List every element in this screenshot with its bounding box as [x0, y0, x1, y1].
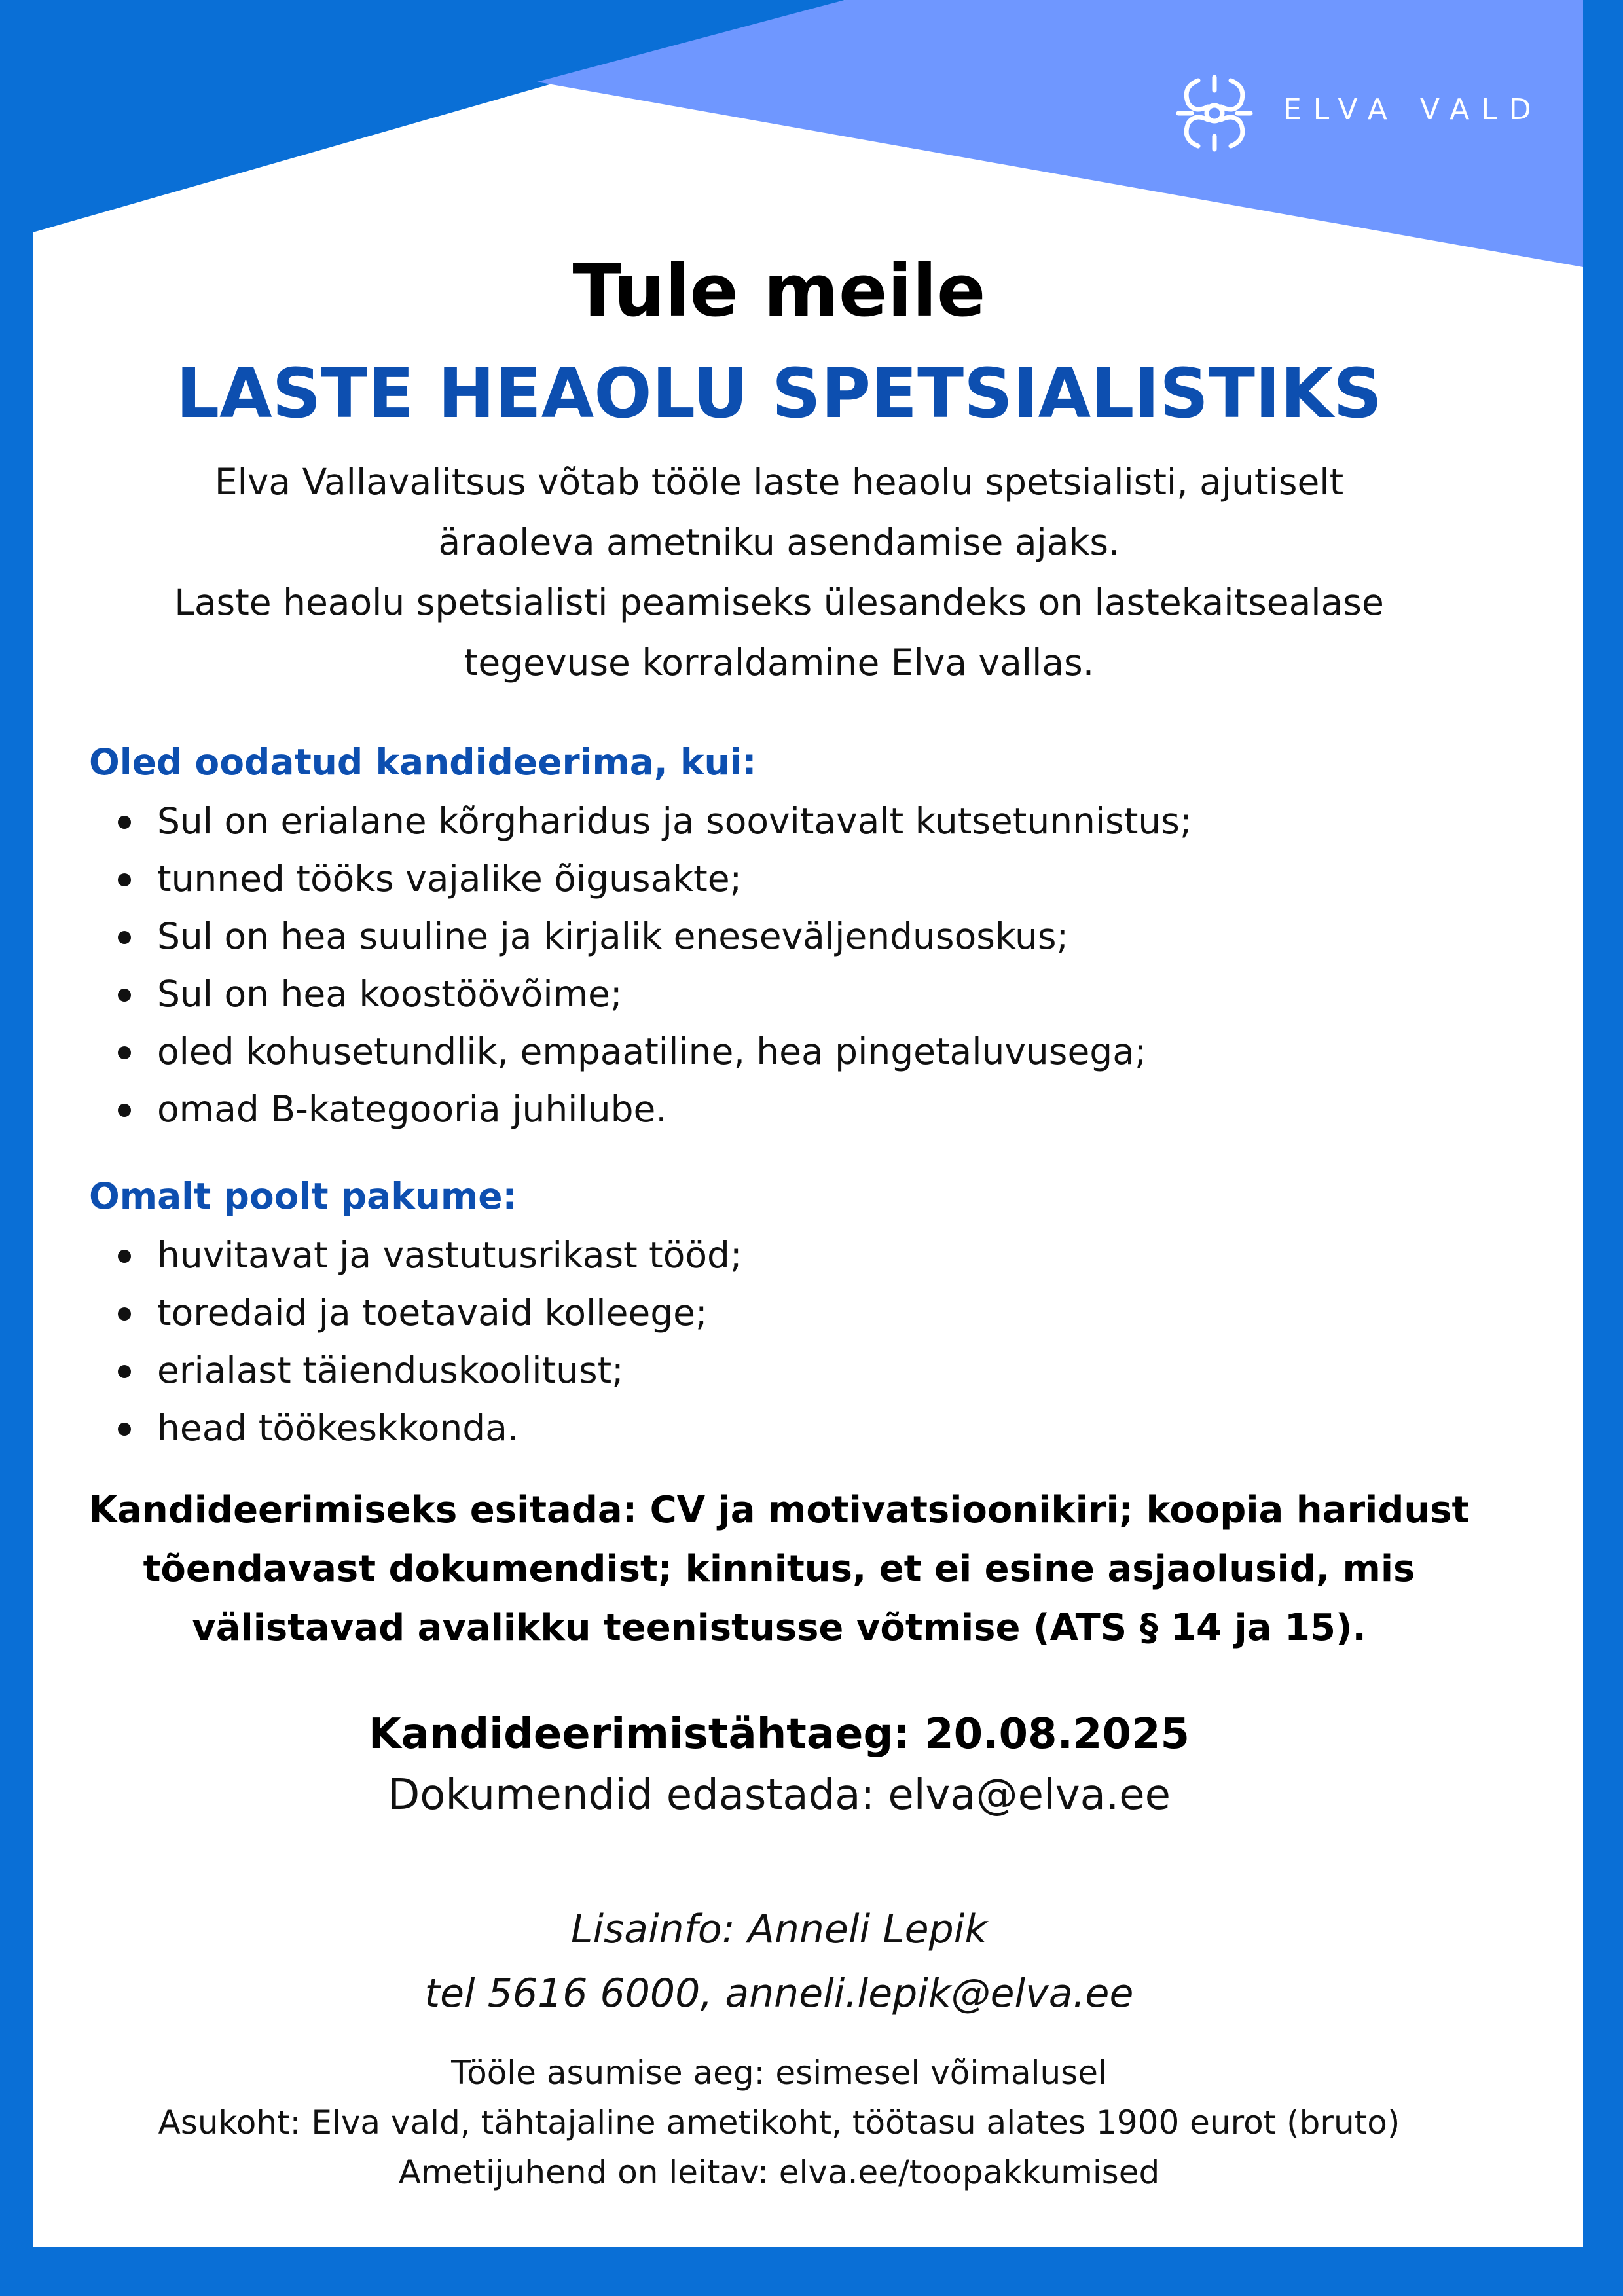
list-item: omad B-kategooria juhilube. — [89, 1080, 1192, 1138]
bullet-icon — [118, 931, 131, 944]
offer-title: Omalt poolt pakume: — [89, 1175, 517, 1217]
requirements-list — [89, 792, 1192, 1138]
intro-line: tegevuse korraldamine Elva vallas. — [464, 642, 1095, 683]
list-item: Sul on erialane kõrgharidus ja soovitavalt kutsetunnistus; — [89, 792, 1192, 850]
bullet-icon — [118, 1104, 131, 1117]
list-item: Sul on hea suuline ja kirjalik eneseväljendusoskus; — [89, 907, 1192, 965]
list-item: head töökeskkonda. — [89, 1399, 742, 1457]
bullet-icon — [118, 989, 131, 1002]
job-description-link: Ametijuhend on leitav: elva.ee/toopakkumised — [398, 2153, 1160, 2191]
intro-line: Laste heaolu spetsialisti peamiseks ülesandeks on lastekaitsealase — [174, 581, 1384, 623]
intro-line: Elva Vallavalitsus võtab tööle laste heaolu spetsialisti, ajutiselt — [214, 461, 1344, 503]
logo-text: ELVA VALD — [1283, 93, 1543, 126]
intro-text — [33, 452, 1525, 693]
elva-ornament-icon — [1172, 67, 1257, 159]
requirements-title: Oled oodatud kandideerima, kui: — [89, 741, 757, 783]
application-deadline: Kandideerimistähtaeg: 20.08.2025 — [368, 1710, 1190, 1758]
bullet-icon — [118, 1423, 131, 1436]
contact-line: tel 5616 6000, anneli.lepik@elva.ee — [424, 1971, 1134, 2016]
bullet-icon — [118, 873, 131, 886]
documents-line: välistavad avalikku teenistusse võtmise (ATS § 14 ja 15). — [192, 1607, 1366, 1649]
list-item: erialast täienduskoolitust; — [89, 1341, 742, 1399]
list-item: oled kohusetundlik, empaatiline, hea pingetaluvusega; — [89, 1023, 1192, 1080]
offer-list — [89, 1226, 742, 1457]
position-title: LASTE HEAOLU SPETSIALISTIKS — [175, 354, 1383, 433]
page-title: Tule meile — [572, 249, 986, 333]
send-documents: Dokumendid edastada: elva@elva.ee — [388, 1771, 1171, 1819]
start-date: Tööle asumise aeg: esimesel võimalusel — [451, 2054, 1107, 2092]
intro-line: äraoleva ametniku asendamise ajaks. — [438, 521, 1120, 563]
contact-line: Lisainfo: Anneli Lepik — [570, 1906, 988, 1952]
documents-line: Kandideerimiseks esitada: CV ja motivatsioonikiri; koopia haridust — [88, 1489, 1470, 1531]
contact-info — [33, 1897, 1525, 2026]
elva-vald-logo — [1172, 64, 1543, 162]
bullet-icon — [118, 1307, 131, 1321]
bullet-icon — [118, 1250, 131, 1263]
documents-required — [33, 1481, 1525, 1658]
location: Asukoht: Elva vald, tähtajaline ametikoht, töötasu alates 1900 eurot (bruto) — [158, 2104, 1400, 2141]
list-item: tunned tööks vajalike õigusakte; — [89, 850, 1192, 907]
list-item: huvitavat ja vastutusrikast tööd; — [89, 1226, 742, 1284]
bullet-icon — [118, 1046, 131, 1059]
bullet-icon — [118, 1365, 131, 1378]
bullet-icon — [118, 816, 131, 829]
list-item: toredaid ja toetavaid kolleege; — [89, 1284, 742, 1341]
job-details — [33, 2048, 1525, 2197]
list-item: Sul on hea koostöövõime; — [89, 965, 1192, 1023]
documents-line: tõendavast dokumendist; kinnitus, et ei esine asjaolusid, mis — [143, 1548, 1415, 1590]
